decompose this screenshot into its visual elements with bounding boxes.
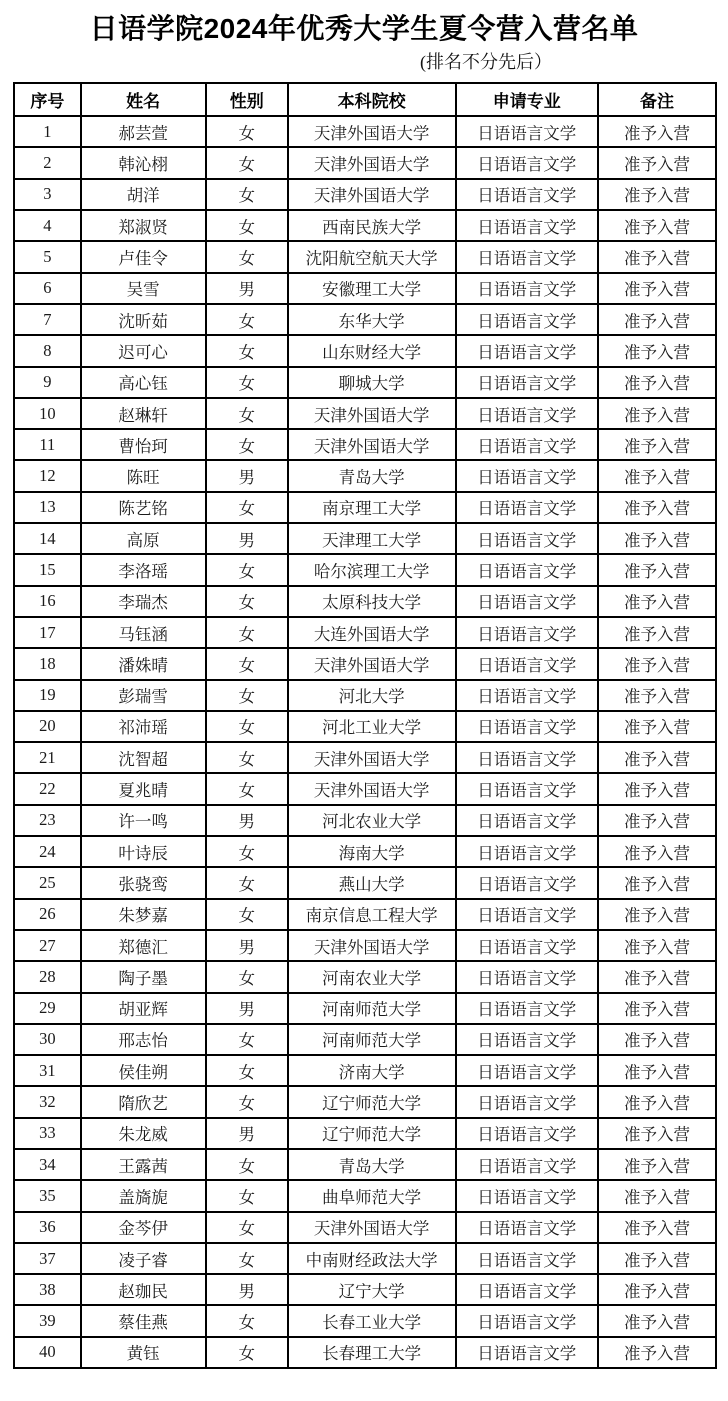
cell-school: 济南大学 (288, 1055, 456, 1086)
cell-major: 日语语言文学 (456, 554, 599, 585)
cell-name: 沈昕茹 (81, 304, 206, 335)
cell-gender: 男 (206, 993, 288, 1024)
cell-gender: 女 (206, 773, 288, 804)
cell-index: 25 (14, 867, 81, 898)
cell-name: 郑淑贤 (81, 210, 206, 241)
cell-gender: 女 (206, 648, 288, 679)
table-row (14, 1086, 716, 1117)
cell-remark: 准予入营 (598, 241, 716, 272)
cell-gender: 男 (206, 273, 288, 304)
cell-index: 2 (14, 147, 81, 178)
cell-index: 17 (14, 617, 81, 648)
table-row (14, 773, 716, 804)
cell-major: 日语语言文学 (456, 899, 599, 930)
cell-major: 日语语言文学 (456, 805, 599, 836)
cell-name: 李瑞杰 (81, 586, 206, 617)
cell-name: 胡洋 (81, 179, 206, 210)
cell-major: 日语语言文学 (456, 867, 599, 898)
cell-school: 天津外国语大学 (288, 742, 456, 773)
table-row (14, 617, 716, 648)
cell-school: 长春理工大学 (288, 1337, 456, 1368)
cell-major: 日语语言文学 (456, 586, 599, 617)
cell-index: 38 (14, 1274, 81, 1305)
table-row (14, 836, 716, 867)
cell-name: 黄钰 (81, 1337, 206, 1368)
cell-name: 曹怡珂 (81, 429, 206, 460)
cell-school: 山东财经大学 (288, 335, 456, 366)
cell-name: 陈艺铭 (81, 492, 206, 523)
table-row (14, 179, 716, 210)
cell-school: 东华大学 (288, 304, 456, 335)
table-row (14, 335, 716, 366)
cell-name: 沈智超 (81, 742, 206, 773)
cell-gender: 女 (206, 961, 288, 992)
cell-gender: 女 (206, 116, 288, 147)
cell-gender: 女 (206, 836, 288, 867)
cell-school: 河北农业大学 (288, 805, 456, 836)
cell-school: 辽宁师范大学 (288, 1086, 456, 1117)
cell-name: 胡亚辉 (81, 993, 206, 1024)
cell-gender: 女 (206, 1149, 288, 1180)
cell-remark: 准予入营 (598, 617, 716, 648)
table-row (14, 116, 716, 147)
cell-name: 彭瑞雪 (81, 680, 206, 711)
cell-remark: 准予入营 (598, 367, 716, 398)
cell-name: 王露茜 (81, 1149, 206, 1180)
cell-index: 3 (14, 179, 81, 210)
cell-remark: 准予入营 (598, 773, 716, 804)
cell-index: 13 (14, 492, 81, 523)
cell-major: 日语语言文学 (456, 773, 599, 804)
cell-index: 28 (14, 961, 81, 992)
cell-index: 26 (14, 899, 81, 930)
cell-major: 日语语言文学 (456, 429, 599, 460)
cell-school: 南京理工大学 (288, 492, 456, 523)
cell-index: 29 (14, 993, 81, 1024)
cell-major: 日语语言文学 (456, 460, 599, 491)
cell-index: 19 (14, 680, 81, 711)
cell-major: 日语语言文学 (456, 1212, 599, 1243)
table-row (14, 429, 716, 460)
table-row (14, 711, 716, 742)
cell-name: 郑德汇 (81, 930, 206, 961)
table-row (14, 1305, 716, 1336)
cell-index: 10 (14, 398, 81, 429)
cell-remark: 准予入营 (598, 147, 716, 178)
cell-school: 沈阳航空航天大学 (288, 241, 456, 272)
cell-school: 天津理工大学 (288, 523, 456, 554)
header-index: 序号 (14, 83, 81, 116)
cell-remark: 准予入营 (598, 554, 716, 585)
cell-major: 日语语言文学 (456, 1149, 599, 1180)
cell-index: 9 (14, 367, 81, 398)
cell-school: 太原科技大学 (288, 586, 456, 617)
cell-index: 18 (14, 648, 81, 679)
cell-name: 赵琳轩 (81, 398, 206, 429)
cell-major: 日语语言文学 (456, 492, 599, 523)
cell-remark: 准予入营 (598, 429, 716, 460)
cell-name: 叶诗辰 (81, 836, 206, 867)
cell-name: 吴雪 (81, 273, 206, 304)
table-row (14, 1118, 716, 1149)
cell-gender: 女 (206, 304, 288, 335)
cell-major: 日语语言文学 (456, 1274, 599, 1305)
cell-index: 5 (14, 241, 81, 272)
cell-school: 青岛大学 (288, 1149, 456, 1180)
cell-remark: 准予入营 (598, 930, 716, 961)
cell-gender: 女 (206, 429, 288, 460)
cell-gender: 女 (206, 241, 288, 272)
header-remark: 备注 (598, 83, 716, 116)
cell-index: 12 (14, 460, 81, 491)
cell-gender: 女 (206, 586, 288, 617)
cell-gender: 女 (206, 1086, 288, 1117)
table-row (14, 1274, 716, 1305)
cell-major: 日语语言文学 (456, 147, 599, 178)
header-major: 申请专业 (456, 83, 599, 116)
cell-name: 邢志怡 (81, 1024, 206, 1055)
cell-major: 日语语言文学 (456, 680, 599, 711)
cell-gender: 女 (206, 1243, 288, 1274)
table-row (14, 1024, 716, 1055)
cell-name: 朱梦嘉 (81, 899, 206, 930)
cell-school: 海南大学 (288, 836, 456, 867)
cell-school: 辽宁师范大学 (288, 1118, 456, 1149)
cell-major: 日语语言文学 (456, 711, 599, 742)
table-row (14, 1243, 716, 1274)
cell-remark: 准予入营 (598, 116, 716, 147)
cell-remark: 准予入营 (598, 523, 716, 554)
cell-gender: 女 (206, 1055, 288, 1086)
cell-index: 23 (14, 805, 81, 836)
cell-remark: 准予入营 (598, 648, 716, 679)
cell-major: 日语语言文学 (456, 304, 599, 335)
cell-major: 日语语言文学 (456, 273, 599, 304)
table-row (14, 1180, 716, 1211)
table-row (14, 680, 716, 711)
cell-major: 日语语言文学 (456, 398, 599, 429)
cell-major: 日语语言文学 (456, 930, 599, 961)
cell-index: 7 (14, 304, 81, 335)
cell-gender: 男 (206, 1274, 288, 1305)
cell-remark: 准予入营 (598, 1305, 716, 1336)
cell-remark: 准予入营 (598, 1055, 716, 1086)
cell-major: 日语语言文学 (456, 116, 599, 147)
cell-index: 27 (14, 930, 81, 961)
table-row (14, 523, 716, 554)
table-row (14, 961, 716, 992)
cell-gender: 女 (206, 742, 288, 773)
table-row (14, 554, 716, 585)
cell-major: 日语语言文学 (456, 836, 599, 867)
cell-name: 金芩伊 (81, 1212, 206, 1243)
table-row (14, 586, 716, 617)
table-row (14, 367, 716, 398)
cell-major: 日语语言文学 (456, 179, 599, 210)
cell-school: 大连外国语大学 (288, 617, 456, 648)
cell-index: 32 (14, 1086, 81, 1117)
cell-index: 40 (14, 1337, 81, 1368)
cell-index: 4 (14, 210, 81, 241)
cell-gender: 女 (206, 179, 288, 210)
cell-gender: 男 (206, 460, 288, 491)
cell-school: 河南师范大学 (288, 1024, 456, 1055)
cell-name: 夏兆晴 (81, 773, 206, 804)
cell-index: 1 (14, 116, 81, 147)
cell-name: 张骁鸾 (81, 867, 206, 898)
table-row (14, 930, 716, 961)
table-row (14, 1337, 716, 1368)
cell-school: 青岛大学 (288, 460, 456, 491)
table-row (14, 899, 716, 930)
cell-major: 日语语言文学 (456, 993, 599, 1024)
cell-school: 西南民族大学 (288, 210, 456, 241)
cell-major: 日语语言文学 (456, 1118, 599, 1149)
cell-index: 35 (14, 1180, 81, 1211)
table-row (14, 241, 716, 272)
cell-name: 韩沁栩 (81, 147, 206, 178)
cell-index: 8 (14, 335, 81, 366)
cell-remark: 准予入营 (598, 586, 716, 617)
cell-gender: 女 (206, 492, 288, 523)
cell-school: 中南财经政法大学 (288, 1243, 456, 1274)
cell-remark: 准予入营 (598, 179, 716, 210)
table-row (14, 147, 716, 178)
cell-major: 日语语言文学 (456, 1055, 599, 1086)
cell-remark: 准予入营 (598, 335, 716, 366)
admission-roster-table (13, 82, 717, 1369)
table-row (14, 304, 716, 335)
cell-major: 日语语言文学 (456, 241, 599, 272)
cell-gender: 男 (206, 930, 288, 961)
cell-name: 赵珈民 (81, 1274, 206, 1305)
cell-school: 南京信息工程大学 (288, 899, 456, 930)
cell-index: 34 (14, 1149, 81, 1180)
cell-gender: 女 (206, 335, 288, 366)
cell-school: 天津外国语大学 (288, 1212, 456, 1243)
page-title: 日语学院2024年优秀大学生夏令营入营名单 (89, 13, 639, 44)
cell-index: 22 (14, 773, 81, 804)
cell-index: 15 (14, 554, 81, 585)
cell-remark: 准予入营 (598, 1274, 716, 1305)
cell-remark: 准予入营 (598, 1118, 716, 1149)
cell-remark: 准予入营 (598, 680, 716, 711)
cell-name: 许一鸣 (81, 805, 206, 836)
cell-name: 蔡佳燕 (81, 1305, 206, 1336)
cell-name: 高心钰 (81, 367, 206, 398)
cell-gender: 女 (206, 554, 288, 585)
cell-school: 河北工业大学 (288, 711, 456, 742)
cell-name: 高原 (81, 523, 206, 554)
cell-school: 安徽理工大学 (288, 273, 456, 304)
table-header-row (14, 83, 716, 116)
cell-major: 日语语言文学 (456, 1024, 599, 1055)
cell-gender: 女 (206, 1024, 288, 1055)
table-row (14, 1055, 716, 1086)
cell-school: 曲阜师范大学 (288, 1180, 456, 1211)
header-school: 本科院校 (288, 83, 456, 116)
cell-gender: 女 (206, 210, 288, 241)
cell-major: 日语语言文学 (456, 1180, 599, 1211)
cell-school: 聊城大学 (288, 367, 456, 398)
cell-name: 盖旖旎 (81, 1180, 206, 1211)
cell-remark: 准予入营 (598, 1337, 716, 1368)
cell-gender: 男 (206, 805, 288, 836)
cell-index: 11 (14, 429, 81, 460)
cell-name: 侯佳朔 (81, 1055, 206, 1086)
cell-gender: 女 (206, 617, 288, 648)
cell-name: 李洛瑶 (81, 554, 206, 585)
cell-remark: 准予入营 (598, 742, 716, 773)
cell-school: 天津外国语大学 (288, 648, 456, 679)
cell-school: 天津外国语大学 (288, 773, 456, 804)
table-row (14, 742, 716, 773)
cell-major: 日语语言文学 (456, 648, 599, 679)
cell-school: 燕山大学 (288, 867, 456, 898)
cell-major: 日语语言文学 (456, 961, 599, 992)
cell-remark: 准予入营 (598, 836, 716, 867)
table-row (14, 492, 716, 523)
cell-gender: 女 (206, 899, 288, 930)
cell-name: 潘姝晴 (81, 648, 206, 679)
cell-gender: 女 (206, 680, 288, 711)
cell-index: 14 (14, 523, 81, 554)
cell-gender: 女 (206, 1212, 288, 1243)
cell-remark: 准予入营 (598, 1149, 716, 1180)
cell-major: 日语语言文学 (456, 1086, 599, 1117)
cell-gender: 男 (206, 1118, 288, 1149)
cell-name: 凌子睿 (81, 1243, 206, 1274)
cell-name: 迟可心 (81, 335, 206, 366)
table-row (14, 648, 716, 679)
cell-remark: 准予入营 (598, 1243, 716, 1274)
cell-school: 天津外国语大学 (288, 930, 456, 961)
cell-major: 日语语言文学 (456, 1337, 599, 1368)
cell-gender: 女 (206, 1337, 288, 1368)
cell-gender: 女 (206, 398, 288, 429)
cell-major: 日语语言文学 (456, 210, 599, 241)
table-row (14, 398, 716, 429)
cell-index: 6 (14, 273, 81, 304)
cell-index: 21 (14, 742, 81, 773)
cell-remark: 准予入营 (598, 993, 716, 1024)
cell-name: 卢佳令 (81, 241, 206, 272)
table-row (14, 1149, 716, 1180)
table-row (14, 1212, 716, 1243)
cell-gender: 女 (206, 1180, 288, 1211)
cell-school: 哈尔滨理工大学 (288, 554, 456, 585)
cell-index: 24 (14, 836, 81, 867)
cell-school: 河北大学 (288, 680, 456, 711)
cell-gender: 男 (206, 523, 288, 554)
cell-name: 隋欣艺 (81, 1086, 206, 1117)
cell-index: 31 (14, 1055, 81, 1086)
cell-school: 天津外国语大学 (288, 147, 456, 178)
cell-remark: 准予入营 (598, 805, 716, 836)
cell-index: 37 (14, 1243, 81, 1274)
cell-remark: 准予入营 (598, 210, 716, 241)
table-row (14, 805, 716, 836)
cell-school: 河南农业大学 (288, 961, 456, 992)
cell-index: 39 (14, 1305, 81, 1336)
cell-major: 日语语言文学 (456, 523, 599, 554)
cell-name: 马钰涵 (81, 617, 206, 648)
cell-name: 朱龙威 (81, 1118, 206, 1149)
cell-school: 辽宁大学 (288, 1274, 456, 1305)
cell-gender: 女 (206, 711, 288, 742)
cell-remark: 准予入营 (598, 398, 716, 429)
cell-school: 河南师范大学 (288, 993, 456, 1024)
cell-remark: 准予入营 (598, 492, 716, 523)
cell-gender: 女 (206, 147, 288, 178)
cell-school: 天津外国语大学 (288, 179, 456, 210)
cell-index: 30 (14, 1024, 81, 1055)
cell-index: 16 (14, 586, 81, 617)
table-row (14, 867, 716, 898)
cell-gender: 女 (206, 1305, 288, 1336)
cell-name: 郝芸萱 (81, 116, 206, 147)
cell-remark: 准予入营 (598, 1180, 716, 1211)
cell-remark: 准予入营 (598, 273, 716, 304)
cell-remark: 准予入营 (598, 899, 716, 930)
cell-index: 36 (14, 1212, 81, 1243)
cell-name: 陶子墨 (81, 961, 206, 992)
cell-school: 天津外国语大学 (288, 398, 456, 429)
cell-gender: 女 (206, 867, 288, 898)
cell-index: 33 (14, 1118, 81, 1149)
cell-major: 日语语言文学 (456, 742, 599, 773)
cell-major: 日语语言文学 (456, 1305, 599, 1336)
cell-school: 长春工业大学 (288, 1305, 456, 1336)
cell-name: 祁沛瑶 (81, 711, 206, 742)
page-subtitle: (排名不分先后） (420, 51, 552, 72)
table-row (14, 210, 716, 241)
cell-remark: 准予入营 (598, 460, 716, 491)
cell-major: 日语语言文学 (456, 617, 599, 648)
cell-remark: 准予入营 (598, 1024, 716, 1055)
header-name: 姓名 (81, 83, 206, 116)
cell-major: 日语语言文学 (456, 367, 599, 398)
table-row (14, 273, 716, 304)
cell-remark: 准予入营 (598, 1212, 716, 1243)
cell-remark: 准予入营 (598, 711, 716, 742)
cell-major: 日语语言文学 (456, 1243, 599, 1274)
cell-school: 天津外国语大学 (288, 429, 456, 460)
cell-gender: 女 (206, 367, 288, 398)
cell-index: 20 (14, 711, 81, 742)
table-row (14, 993, 716, 1024)
cell-name: 陈旺 (81, 460, 206, 491)
cell-remark: 准予入营 (598, 1086, 716, 1117)
cell-remark: 准予入营 (598, 304, 716, 335)
cell-major: 日语语言文学 (456, 335, 599, 366)
header-gender: 性别 (206, 83, 288, 116)
cell-remark: 准予入营 (598, 867, 716, 898)
table-row (14, 460, 716, 491)
cell-remark: 准予入营 (598, 961, 716, 992)
cell-school: 天津外国语大学 (288, 116, 456, 147)
